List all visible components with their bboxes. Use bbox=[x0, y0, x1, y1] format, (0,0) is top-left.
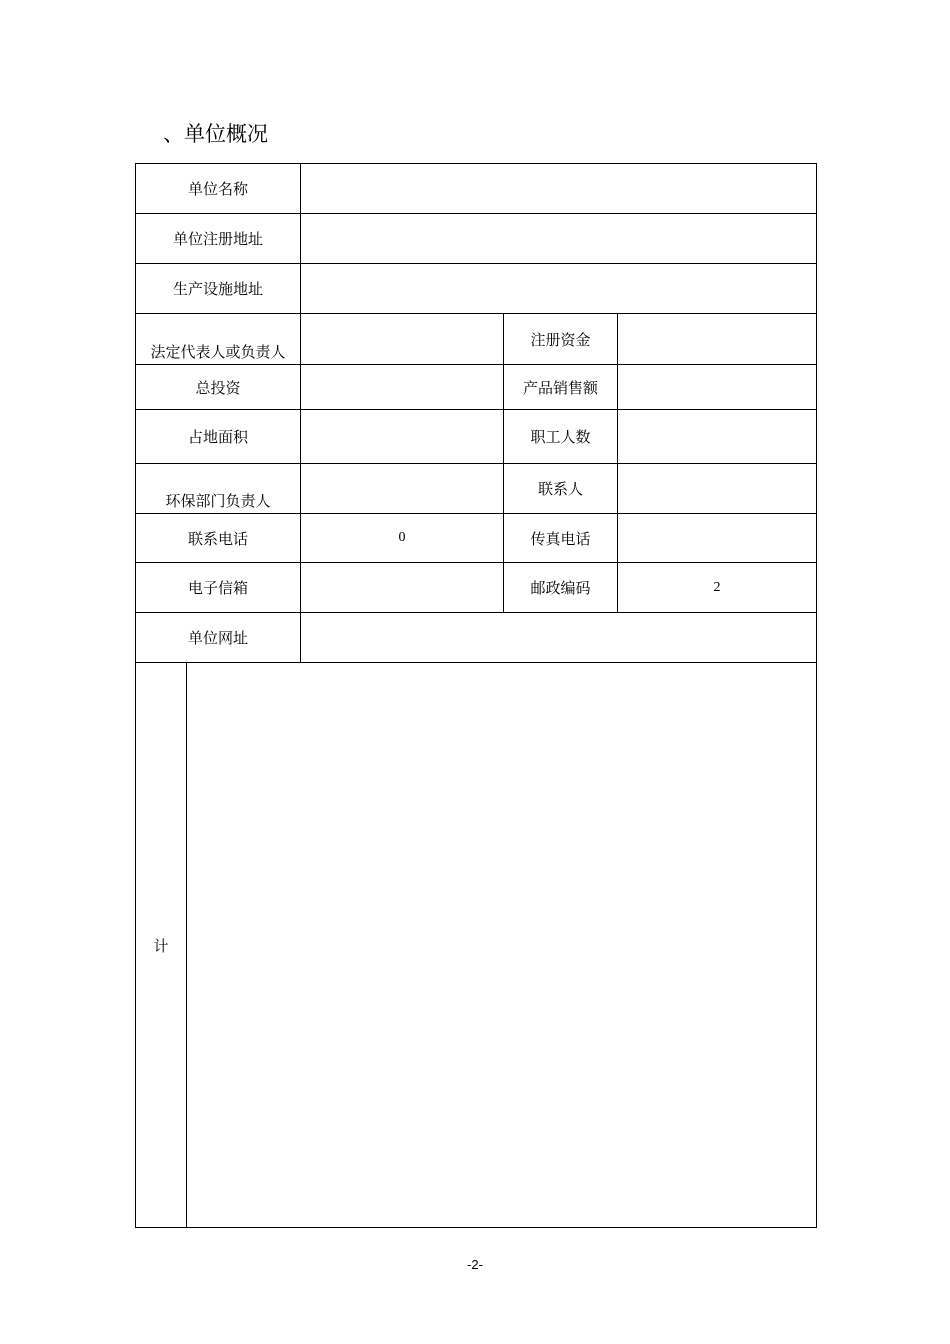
table-row bbox=[136, 663, 817, 1228]
table-row bbox=[136, 410, 817, 464]
contact-person-label: 联系人 bbox=[504, 464, 618, 514]
email-label: 电子信箱 bbox=[136, 563, 301, 613]
employee-count-field[interactable] bbox=[618, 410, 817, 464]
table-row bbox=[136, 613, 817, 663]
facility-address-field[interactable] bbox=[301, 264, 817, 314]
env-dept-head-label: 环保部门负责人 bbox=[136, 464, 301, 514]
notes-label: 计 bbox=[136, 663, 187, 1228]
table-row bbox=[136, 264, 817, 314]
table-row bbox=[136, 214, 817, 264]
facility-address-label: 生产设施地址 bbox=[136, 264, 301, 314]
unit-name-field[interactable] bbox=[301, 164, 817, 214]
email-field[interactable] bbox=[301, 563, 504, 613]
employee-count-label: 职工人数 bbox=[504, 410, 618, 464]
product-sales-label: 产品销售额 bbox=[504, 365, 618, 410]
registered-address-label: 单位注册地址 bbox=[136, 214, 301, 264]
phone-label: 联系电话 bbox=[136, 514, 301, 563]
fax-label: 传真电话 bbox=[504, 514, 618, 563]
website-field[interactable] bbox=[301, 613, 817, 663]
unit-name-label: 单位名称 bbox=[136, 164, 301, 214]
env-dept-head-field[interactable] bbox=[301, 464, 504, 514]
unit-overview-table bbox=[135, 163, 817, 1228]
notes-field[interactable] bbox=[187, 663, 817, 1228]
postal-code-label: 邮政编码 bbox=[504, 563, 618, 613]
table-row bbox=[136, 314, 817, 365]
table-row bbox=[136, 563, 817, 613]
registered-capital-field[interactable] bbox=[618, 314, 817, 365]
table-row bbox=[136, 365, 817, 410]
page-number: -2- bbox=[467, 1257, 483, 1272]
land-area-field[interactable] bbox=[301, 410, 504, 464]
total-investment-label: 总投资 bbox=[136, 365, 301, 410]
total-investment-field[interactable] bbox=[301, 365, 504, 410]
section-heading: 、单位概况 bbox=[163, 122, 268, 146]
postal-code-field[interactable]: 2 bbox=[618, 563, 817, 613]
legal-representative-label: 法定代表人或负责人 bbox=[136, 314, 301, 365]
legal-representative-field[interactable] bbox=[301, 314, 504, 365]
table-row bbox=[136, 164, 817, 214]
table-row bbox=[136, 464, 817, 514]
product-sales-field[interactable] bbox=[618, 365, 817, 410]
contact-person-field[interactable] bbox=[618, 464, 817, 514]
registered-address-field[interactable] bbox=[301, 214, 817, 264]
website-label: 单位网址 bbox=[136, 613, 301, 663]
table-row bbox=[136, 514, 817, 563]
land-area-label: 占地面积 bbox=[136, 410, 301, 464]
registered-capital-label: 注册资金 bbox=[504, 314, 618, 365]
phone-field[interactable]: 0 bbox=[301, 514, 504, 563]
fax-field[interactable] bbox=[618, 514, 817, 563]
